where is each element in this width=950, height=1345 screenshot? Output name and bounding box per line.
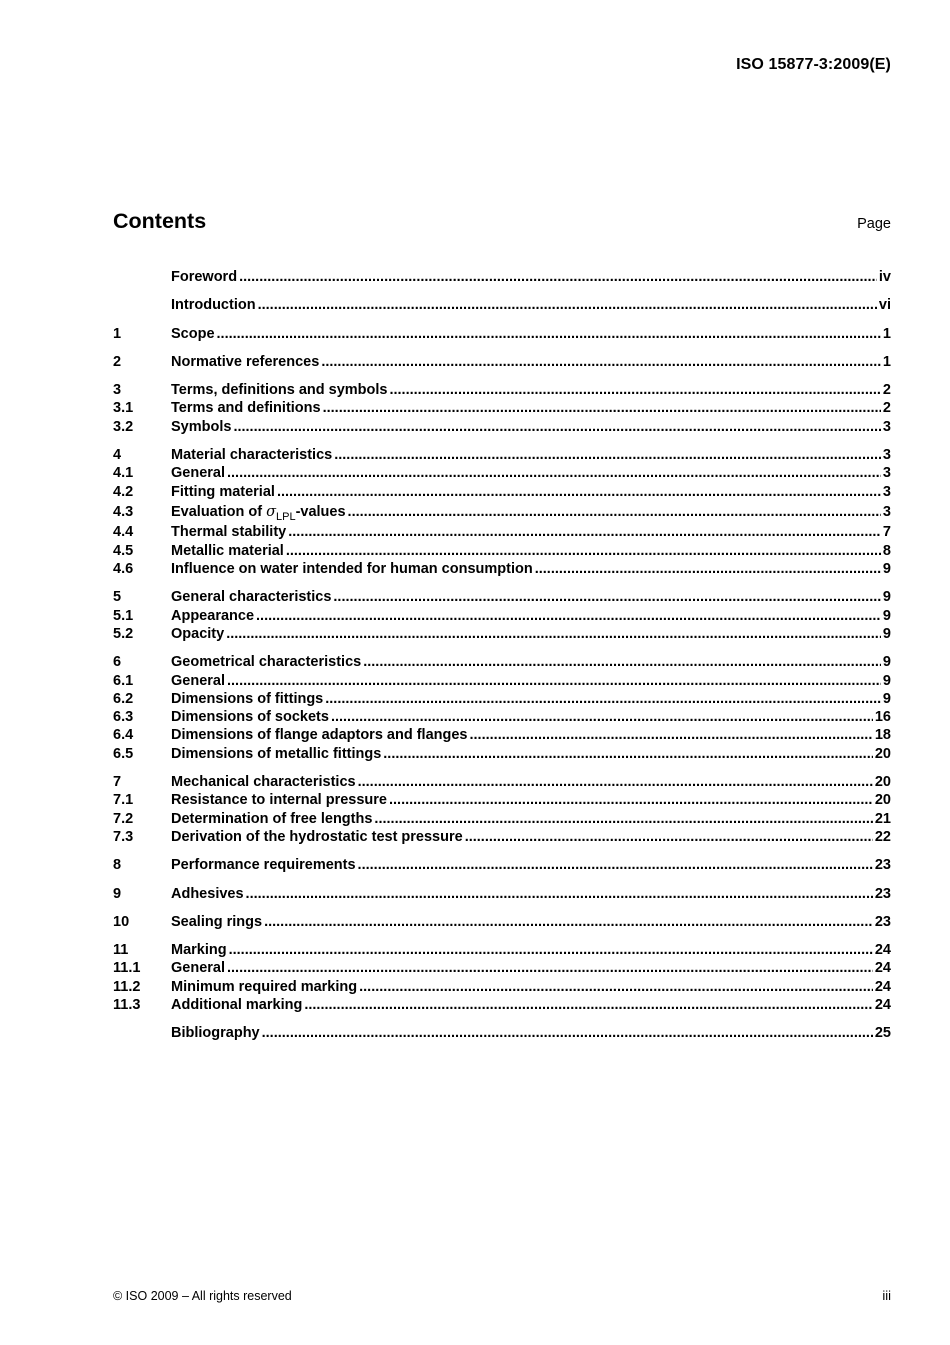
toc-group — [113, 856, 891, 874]
toc-entry[interactable] — [113, 560, 891, 578]
toc-entry[interactable] — [113, 501, 891, 524]
toc-entry-number: 6 — [113, 654, 122, 671]
toc-entry-number: 11 — [113, 942, 129, 959]
toc-entry-title: Opacity — [171, 625, 225, 642]
toc-entry-page: 24 — [874, 978, 891, 995]
toc-entry-page: 9 — [882, 607, 891, 624]
dot-leader — [227, 672, 881, 690]
toc-entry-number: 6.4 — [113, 727, 134, 744]
toc-entry-number: 11.3 — [113, 997, 141, 1013]
toc-entry[interactable] — [113, 464, 891, 482]
toc-entry-page: 20 — [874, 745, 891, 762]
dot-leader — [383, 745, 873, 763]
dot-leader — [304, 996, 873, 1014]
toc-entry-page: 24 — [874, 942, 891, 959]
toc-entry-title: Adhesives — [171, 885, 244, 902]
dot-leader — [325, 690, 881, 708]
toc-entry[interactable] — [113, 810, 891, 828]
toc-entry-page: 25 — [874, 1025, 891, 1042]
toc-entry[interactable] — [113, 418, 891, 436]
toc-entry-page: 2 — [882, 382, 891, 399]
toc-entry-page: 3 — [882, 483, 891, 500]
toc-entry-number: 7.1 — [113, 792, 134, 809]
toc-entry-number: 4.3 — [113, 503, 134, 520]
toc-entry-title: Metallic material — [171, 542, 284, 559]
toc-entry[interactable] — [113, 941, 891, 959]
dot-leader — [363, 653, 881, 671]
dot-leader — [226, 625, 881, 643]
toc-entry-title: General — [171, 960, 225, 977]
toc-entry[interactable] — [113, 625, 891, 643]
toc-entry-title-prefix: Evaluation of — [171, 503, 267, 520]
dot-leader — [217, 325, 881, 343]
toc-entry-page: 7 — [882, 524, 891, 541]
toc-entry-number: 2 — [113, 353, 122, 370]
toc-entry[interactable] — [113, 856, 891, 874]
toc-entry-title: Geometrical characteristics — [171, 654, 362, 671]
toc-group — [113, 325, 891, 343]
toc-entry-page: 9 — [882, 672, 891, 689]
toc-entry-title: Minimum required marking — [171, 978, 358, 995]
toc-entry[interactable] — [113, 773, 891, 791]
toc-entry[interactable] — [113, 607, 891, 625]
toc-group — [113, 353, 891, 371]
toc-entry-page: 1 — [882, 325, 891, 342]
toc-entry-number: 4.5 — [113, 542, 134, 559]
toc-entry-number: 11.1 — [113, 960, 141, 977]
dot-leader — [358, 773, 873, 791]
toc-entry-page: 3 — [882, 465, 891, 482]
page-column-label: Page — [857, 216, 891, 232]
toc-entry-page: iv — [878, 269, 891, 285]
toc-entry-title: Introduction — [171, 297, 256, 314]
toc-entry[interactable] — [113, 1024, 891, 1042]
dot-leader — [239, 268, 877, 286]
toc-group — [113, 446, 891, 578]
toc-entry[interactable] — [113, 885, 891, 903]
dot-leader — [389, 791, 873, 809]
toc-entry-page: 9 — [882, 654, 891, 671]
toc-entry-number: 4.4 — [113, 524, 134, 541]
toc-entry-page: 3 — [882, 503, 891, 520]
toc-entry-title: Mechanical characteristics — [171, 774, 356, 791]
toc-entry-title: Determination of free lengths — [171, 810, 373, 827]
toc-entry-title: Dimensions of flange adaptors and flanges — [171, 727, 468, 744]
toc-entry-title: Resistance to internal pressure — [171, 792, 387, 809]
toc-entry[interactable] — [113, 828, 891, 846]
toc-entry-number: 5 — [113, 589, 122, 606]
toc-entry[interactable] — [113, 726, 891, 744]
dot-leader — [256, 607, 881, 625]
toc-entry-title: General — [171, 672, 225, 689]
toc-entry-page: 20 — [874, 792, 891, 809]
toc-group — [113, 268, 891, 286]
toc-entry-page: 9 — [882, 690, 891, 707]
toc-entry-number: 1 — [113, 325, 122, 342]
toc-entry-title: Scope — [171, 325, 215, 342]
toc-entry-title: Dimensions of metallic fittings — [171, 745, 382, 762]
toc-entry[interactable] — [113, 745, 891, 763]
toc-entry-page: 22 — [874, 828, 891, 845]
toc-entry[interactable] — [113, 690, 891, 708]
toc-entry-page: 9 — [882, 625, 891, 642]
toc-entry[interactable] — [113, 483, 891, 501]
toc-entry[interactable] — [113, 588, 891, 606]
dot-leader — [374, 810, 872, 828]
toc-group — [113, 941, 891, 1014]
toc-entry-page: 2 — [882, 400, 891, 417]
toc-entry[interactable] — [113, 708, 891, 726]
toc-entry-title: General — [171, 465, 225, 482]
toc-entry-number: 4 — [113, 447, 122, 464]
contents-heading: Contents — [113, 209, 207, 233]
toc-entry-number: 11.2 — [113, 978, 141, 995]
document-id: ISO 15877-3:2009(E) — [736, 56, 891, 73]
dot-leader — [277, 483, 881, 501]
toc-group — [113, 381, 891, 436]
toc-entry-page: 8 — [882, 542, 891, 559]
page-number: iii — [882, 1288, 891, 1303]
toc-entry-page: 16 — [874, 709, 891, 726]
toc-entry-page: vi — [878, 297, 891, 314]
dot-leader — [321, 353, 881, 371]
dot-leader — [233, 418, 880, 436]
sigma-symbol: σ — [266, 503, 276, 520]
toc-entry-title: Dimensions of sockets — [171, 709, 329, 726]
toc-entry-number: 7.3 — [113, 828, 134, 845]
toc-entry-title: Sealing rings — [171, 913, 263, 930]
toc-entry-title: Marking — [171, 942, 227, 959]
toc-entry-number: 4.2 — [113, 483, 134, 500]
toc-entry-title: Influence on water intended for human consumption — [171, 561, 533, 578]
toc-entry-number: 4.6 — [113, 561, 134, 578]
toc-entry[interactable] — [113, 446, 891, 464]
toc-entry-number: 5.2 — [113, 625, 134, 642]
toc-entry-title: Appearance — [171, 607, 255, 624]
dot-leader — [470, 726, 873, 744]
dot-leader — [264, 913, 873, 931]
toc-entry-page: 3 — [882, 418, 891, 435]
toc-entry-page: 21 — [874, 810, 891, 827]
toc-entry-number: 3.1 — [113, 400, 134, 417]
toc-entry-title: Additional marking — [171, 997, 303, 1013]
toc-entry[interactable] — [113, 399, 891, 417]
toc-entry-number: 6.1 — [113, 672, 134, 689]
toc-entry[interactable] — [113, 523, 891, 541]
dot-leader — [246, 885, 873, 903]
toc-entry-number: 8 — [113, 857, 122, 874]
sigma-subscript: LPL — [275, 510, 296, 523]
dot-leader — [286, 542, 881, 560]
dot-leader — [288, 523, 881, 541]
toc-entry-page: 23 — [874, 857, 891, 874]
toc-entry-number: 3.2 — [113, 418, 134, 435]
toc-entry-number: 7.2 — [113, 810, 134, 827]
toc-entry-number: 6.3 — [113, 709, 134, 726]
toc-entry-page: 9 — [882, 561, 891, 578]
dot-leader — [359, 978, 873, 996]
dot-leader — [227, 464, 881, 482]
toc-entry-page: 1 — [882, 353, 891, 370]
toc-entry-number: 4.1 — [113, 465, 134, 482]
toc-entry[interactable] — [113, 913, 891, 931]
toc-entry[interactable] — [113, 325, 891, 343]
toc-entry[interactable] — [113, 542, 891, 560]
toc-entry-number: 6.2 — [113, 690, 134, 707]
toc-entry[interactable] — [113, 791, 891, 809]
toc-entry-title: Derivation of the hydrostatic test pressure — [171, 828, 463, 845]
dot-leader — [389, 381, 880, 399]
toc-group — [113, 653, 891, 763]
toc-entry-title: Performance requirements — [171, 857, 356, 874]
toc-entry-title: Symbols — [171, 418, 232, 435]
toc-entry-number: 9 — [113, 885, 122, 902]
toc-entry-page: 23 — [874, 885, 891, 902]
toc-entry-page: 24 — [874, 960, 891, 977]
dot-leader — [348, 501, 881, 524]
toc-entry-page: 24 — [874, 997, 891, 1013]
toc-group — [113, 1024, 891, 1042]
toc-entry[interactable] — [113, 959, 891, 977]
toc-entry-page: 18 — [874, 727, 891, 744]
toc-entry-page: 23 — [874, 913, 891, 930]
toc-entry-title: Normative references — [171, 353, 320, 370]
toc-entry-page: 3 — [882, 447, 891, 464]
dot-leader — [358, 856, 873, 874]
toc-entry-number: 5.1 — [113, 607, 134, 624]
toc-entry[interactable] — [113, 296, 891, 314]
dot-leader — [258, 296, 877, 314]
toc-entry-title: Foreword — [171, 269, 238, 285]
toc-entry[interactable] — [113, 978, 891, 996]
dot-leader — [229, 941, 873, 959]
toc-group — [113, 913, 891, 931]
toc-entry[interactable] — [113, 381, 891, 399]
toc-entry-page: 9 — [882, 589, 891, 606]
table-of-contents — [113, 268, 891, 1053]
toc-entry-title: Terms, definitions and symbols — [171, 382, 388, 399]
toc-entry-title: Fitting material — [171, 483, 275, 500]
toc-group — [113, 773, 891, 846]
toc-entry-title: Dimensions of fittings — [171, 690, 324, 707]
toc-group — [113, 885, 891, 903]
toc-entry-title: Terms and definitions — [171, 400, 321, 417]
dot-leader — [323, 399, 881, 417]
toc-entry-number: 7 — [113, 774, 122, 791]
toc-entry[interactable] — [113, 672, 891, 690]
copyright-notice: © ISO 2009 – All rights reserved — [113, 1289, 292, 1303]
toc-group — [113, 296, 891, 314]
toc-group — [113, 588, 891, 643]
toc-entry[interactable] — [113, 268, 891, 286]
toc-entry-number: 6.5 — [113, 745, 134, 762]
toc-entry[interactable] — [113, 353, 891, 371]
toc-entry-page: 20 — [874, 774, 891, 791]
toc-entry-title: Thermal stability — [171, 524, 287, 541]
toc-entry[interactable] — [113, 653, 891, 671]
toc-entry[interactable] — [113, 996, 891, 1014]
dot-leader — [465, 828, 873, 846]
toc-entry-title: Bibliography — [171, 1025, 260, 1042]
dot-leader — [331, 708, 873, 726]
dot-leader — [227, 959, 873, 977]
toc-entry-title: General characteristics — [171, 589, 332, 606]
toc-entry-number: 10 — [113, 913, 130, 930]
dot-leader — [262, 1024, 873, 1042]
toc-entry-title-suffix: -values — [295, 503, 346, 520]
toc-entry-number: 3 — [113, 382, 122, 399]
dot-leader — [334, 446, 881, 464]
dot-leader — [535, 560, 881, 578]
toc-entry-title: Material characteristics — [171, 447, 333, 464]
dot-leader — [333, 588, 881, 606]
